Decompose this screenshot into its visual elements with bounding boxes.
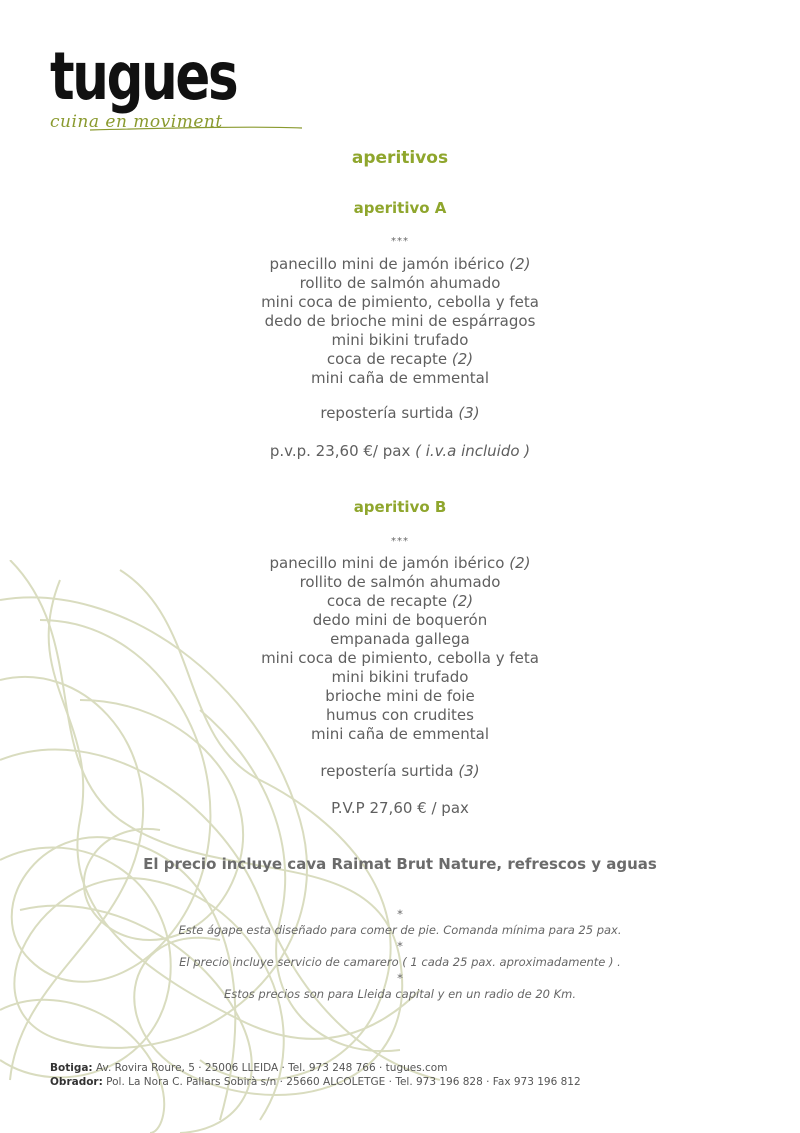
menu-item [0, 630, 800, 649]
menu-item [0, 369, 800, 388]
menu-b-heading: aperitivo B [353, 498, 447, 516]
menu-a-heading: aperitivo A [353, 199, 447, 217]
menu-item-text: panecillo mini de jamón ibérico [269, 554, 505, 572]
menu-item [0, 331, 800, 350]
fine-print-line-2: El precio incluye servicio de camarero ( 1 cada 25 pax. aproximadamente ) . [179, 955, 621, 969]
menu-item [0, 350, 800, 369]
menu-item-text: humus con crudites [326, 706, 474, 724]
menu-item [0, 706, 800, 725]
menu-item-text: panecillo mini de jamón ibérico [269, 255, 505, 273]
menu-item-text: rollito de salmón ahumado [299, 274, 501, 292]
menu-item-text: dedo mini de boquerón [312, 611, 488, 629]
menu-b-pastry [0, 762, 800, 780]
menu-item-text: mini coca de pimiento, cebolla y feta [261, 649, 539, 667]
menu-item-text: mini caña de emmental [310, 725, 490, 743]
menu-a-price-text: p.v.p. 23,60 €/ pax [269, 442, 411, 460]
menu-item [0, 554, 800, 573]
menu-b-pastry-text: repostería surtida [320, 762, 454, 780]
fine-print-line-1: Este ágape esta diseñado para comer de pie. Comanda mínima para 25 pax. [178, 923, 622, 937]
menu-item-text: coca de recapte [326, 592, 448, 610]
menu-item-note: (2) [509, 255, 531, 273]
page-title: aperitivos [351, 148, 449, 168]
footer-workshop-text: Pol. La Nora C. Pallars Sobirà s/n · 25660 ALCOLETGE · Tel. 973 196 828 · Fax 973 196 812 [106, 1076, 581, 1088]
logo-underline-flourish [50, 116, 305, 136]
menu-b-items [0, 554, 800, 744]
menu-item-text: mini bikini trufado [331, 331, 469, 349]
footer-shop [50, 1061, 581, 1075]
menu-item-text: rollito de salmón ahumado [299, 573, 501, 591]
footer-workshop-label: Obrador: [50, 1076, 103, 1088]
menu-item-note: (2) [451, 350, 474, 368]
fine-print-bullet: * [397, 907, 403, 921]
menu-item-note: (2) [509, 554, 531, 572]
menu-item [0, 725, 800, 744]
menu-b-pastry-note: (3) [458, 762, 480, 780]
menu-item [0, 293, 800, 312]
menu-item [0, 687, 800, 706]
footer-shop-label: Botiga: [50, 1062, 93, 1074]
menu-a-pastry-note: (3) [458, 404, 480, 422]
fine-print-bullet: * [397, 939, 403, 953]
menu-a-separator: *** [391, 236, 409, 247]
menu-item-text: brioche mini de foie [325, 687, 475, 705]
menu-a-price-note: ( i.v.a incluido ) [415, 442, 531, 460]
menu-a-price [0, 442, 800, 460]
logo-wordmark: tugues [50, 38, 237, 115]
menu-item [0, 592, 800, 611]
menu-item [0, 668, 800, 687]
logo-tagline: cuina en moviment [50, 112, 223, 132]
menu-item-text: dedo de brioche mini de espárragos [264, 312, 536, 330]
menu-item [0, 255, 800, 274]
fine-print-bullet: * [397, 971, 403, 985]
menu-b-price-text: P.V.P 27,60 € / pax [331, 799, 469, 817]
menu-item-text: empanada gallega [330, 630, 470, 648]
menu-item [0, 312, 800, 331]
menu-a-pastry-text: repostería surtida [320, 404, 454, 422]
menu-a-items [0, 255, 800, 388]
fine-print-line-3: Estos precios son para Lleida capital y en un radio de 20 Km. [223, 987, 577, 1001]
includes-note: El precio incluye cava Raimat Brut Nature, refrescos y aguas [143, 855, 657, 873]
footer-address [50, 1061, 581, 1089]
footer-workshop [50, 1075, 581, 1089]
menu-item-text: coca de recapte [326, 350, 448, 368]
menu-item [0, 611, 800, 630]
menu-item [0, 649, 800, 668]
menu-b-price [0, 799, 800, 817]
menu-a-pastry [0, 404, 800, 422]
menu-item-text: mini caña de emmental [310, 369, 490, 387]
menu-item [0, 274, 800, 293]
menu-item-note: (2) [451, 592, 474, 610]
fine-print [0, 906, 800, 1002]
menu-item-text: mini coca de pimiento, cebolla y feta [261, 293, 539, 311]
menu-item-text: mini bikini trufado [331, 668, 469, 686]
footer-shop-text: Av. Rovira Roure, 5 · 25006 LLEIDA · Tel. 973 248 766 · tugues.com [95, 1062, 448, 1074]
menu-item [0, 573, 800, 592]
menu-b-separator: *** [391, 536, 409, 547]
brand-logo [50, 38, 289, 132]
